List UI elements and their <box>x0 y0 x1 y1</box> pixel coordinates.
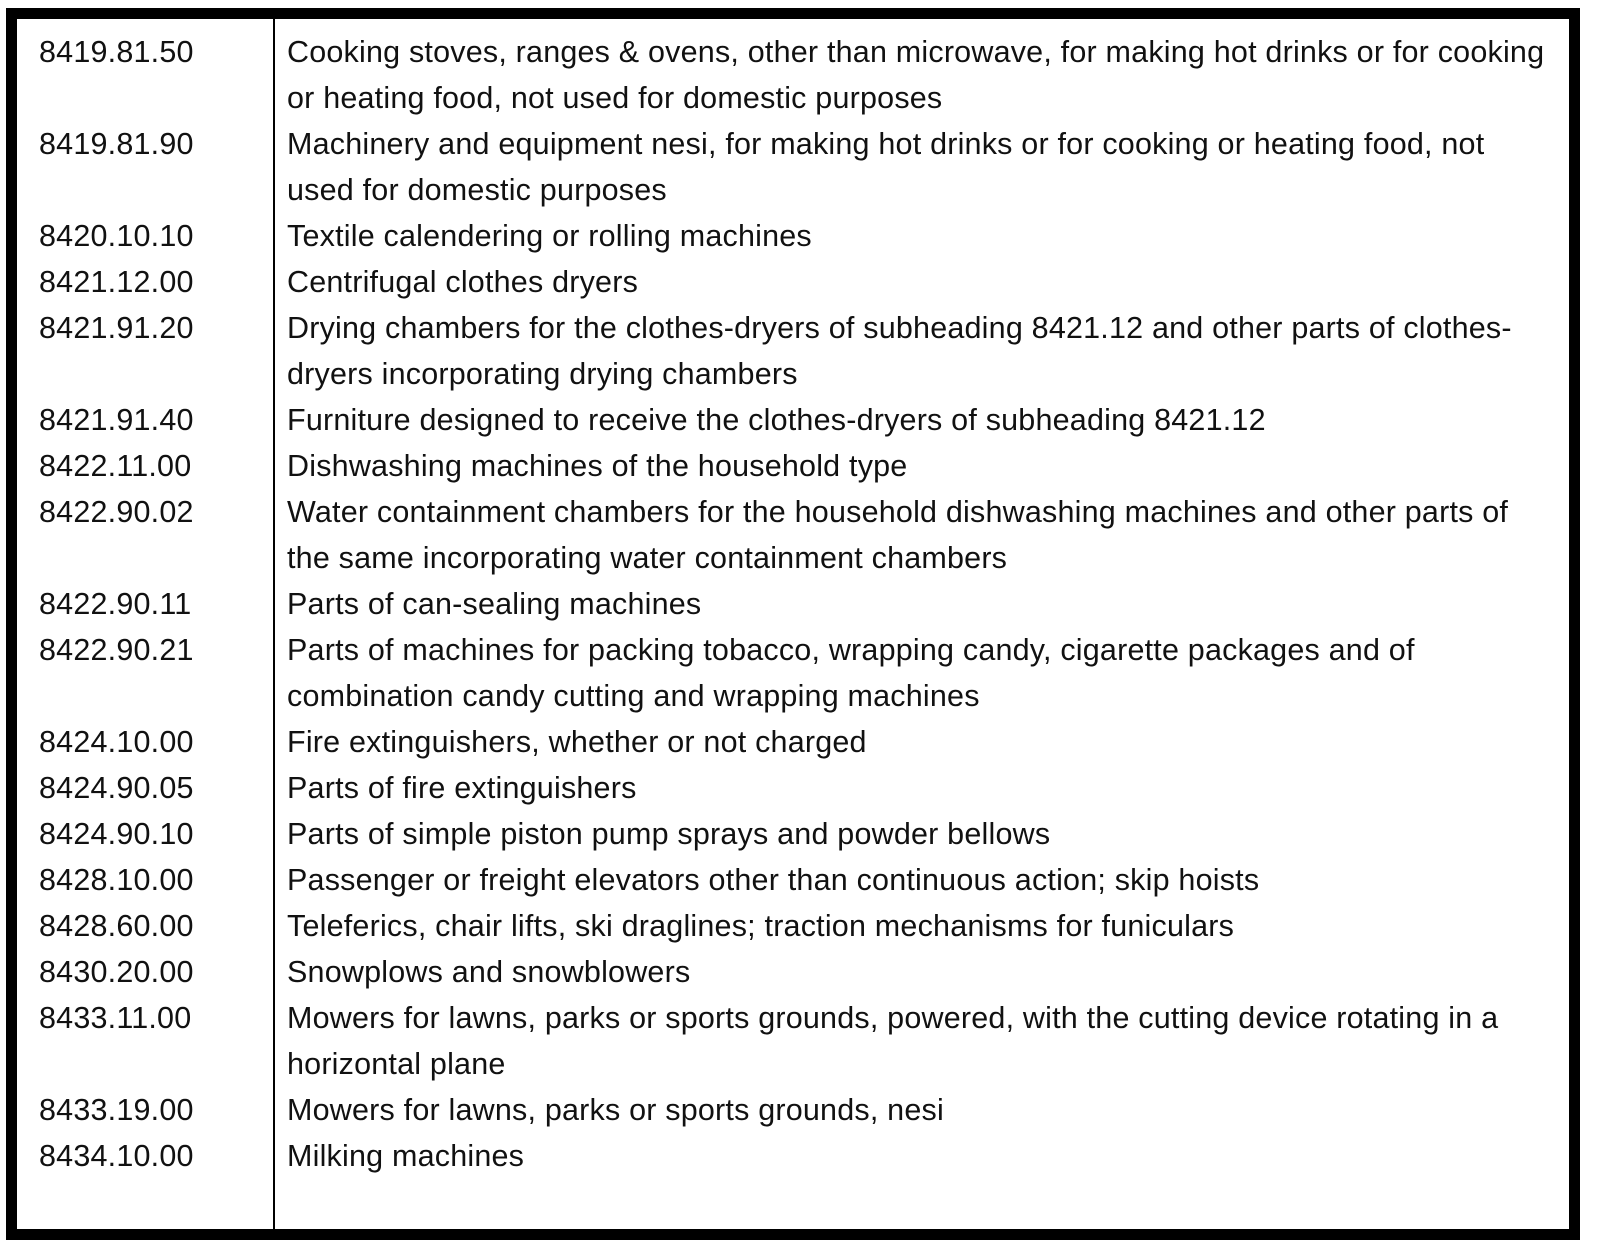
table-row <box>17 259 1569 305</box>
table-row <box>17 811 1569 857</box>
tariff-description: Fire extinguishers, whether or not charged <box>287 725 867 759</box>
tariff-code: 8422.90.11 <box>39 587 192 621</box>
table-row <box>17 121 1569 213</box>
tariff-description: Textile calendering or rolling machines <box>287 219 812 253</box>
tariff-description: Dishwashing machines of the household type <box>287 449 908 483</box>
tariff-code: 8428.60.00 <box>39 909 194 943</box>
tariff-code: 8420.10.10 <box>39 219 194 253</box>
tariff-description: Water containment chambers for the household dishwashing machines and other parts of the same incorporating water containment chambers <box>287 495 1509 575</box>
table-row <box>17 489 1569 581</box>
tariff-code: 8422.90.21 <box>39 633 194 667</box>
table-row <box>17 627 1569 719</box>
tariff-code: 8424.10.00 <box>39 725 194 759</box>
table-row <box>17 443 1569 489</box>
table-row <box>17 719 1569 765</box>
tariff-code: 8433.11.00 <box>39 1001 192 1035</box>
tariff-description: Parts of can-sealing machines <box>287 587 702 621</box>
tariff-code: 8424.90.05 <box>39 771 194 805</box>
table-row <box>17 213 1569 259</box>
table-row <box>17 29 1569 121</box>
tariff-description: Parts of fire extinguishers <box>287 771 637 805</box>
tariff-code: 8430.20.00 <box>39 955 194 989</box>
tariff-code: 8419.81.50 <box>39 35 194 69</box>
table-row <box>17 765 1569 811</box>
tariff-description: Mowers for lawns, parks or sports grounds, powered, with the cutting device rotating in a horizontal plane <box>287 1001 1499 1081</box>
tariff-description: Mowers for lawns, parks or sports grounds, nesi <box>287 1093 944 1127</box>
tariff-table <box>6 8 1580 1240</box>
tariff-code: 8424.90.10 <box>39 817 194 851</box>
tariff-description: Cooking stoves, ranges & ovens, other than microwave, for making hot drinks or for cooking or heating food, not used for domestic purposes <box>287 35 1545 115</box>
tariff-code: 8421.12.00 <box>39 265 194 299</box>
tariff-code: 8433.19.00 <box>39 1093 194 1127</box>
tariff-description: Centrifugal clothes dryers <box>287 265 639 299</box>
tariff-description: Snowplows and snowblowers <box>287 955 691 989</box>
table-row <box>17 857 1569 903</box>
tariff-code: 8421.91.20 <box>39 311 194 345</box>
table-body <box>17 29 1569 1179</box>
tariff-description: Parts of simple piston pump sprays and powder bellows <box>287 817 1051 851</box>
table-row <box>17 581 1569 627</box>
tariff-code: 8434.10.00 <box>39 1139 194 1173</box>
tariff-code: 8421.91.40 <box>39 403 194 437</box>
table-row <box>17 995 1569 1087</box>
tariff-code: 8428.10.00 <box>39 863 194 897</box>
table-row <box>17 305 1569 397</box>
tariff-code: 8422.11.00 <box>39 449 192 483</box>
tariff-description: Passenger or freight elevators other than continuous action; skip hoists <box>287 863 1260 897</box>
table-row <box>17 903 1569 949</box>
tariff-description: Furniture designed to receive the clothes-dryers of subheading 8421.12 <box>287 403 1266 437</box>
table-row <box>17 1133 1569 1179</box>
tariff-description: Parts of machines for packing tobacco, wrapping candy, cigarette packages and of combination candy cutting and wrapping machines <box>287 633 1415 713</box>
tariff-code: 8422.90.02 <box>39 495 194 529</box>
tariff-description: Teleferics, chair lifts, ski draglines; traction mechanisms for funiculars <box>287 909 1235 943</box>
tariff-description: Milking machines <box>287 1139 525 1173</box>
table-row <box>17 1087 1569 1133</box>
table-row <box>17 397 1569 443</box>
tariff-code: 8419.81.90 <box>39 127 194 161</box>
tariff-description: Machinery and equipment nesi, for making hot drinks or for cooking or heating food, not used for domestic purposes <box>287 127 1485 207</box>
table-row <box>17 949 1569 995</box>
tariff-description: Drying chambers for the clothes-dryers of subheading 8421.12 and other parts of clothes-dryers incorporating drying chambers <box>287 311 1512 391</box>
